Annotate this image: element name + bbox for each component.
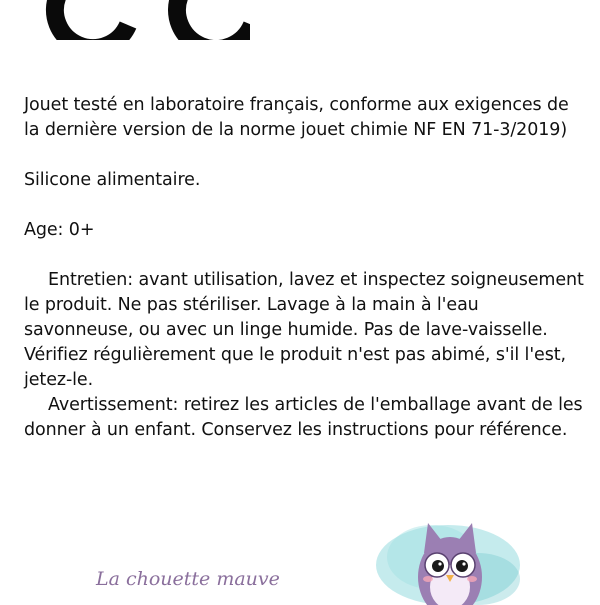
warning-statement: Avertissement: retirez les articles de l'emballage avant de les donner à un enfant. Conservez les instructions pour référence.: [24, 395, 583, 440]
age-statement: Age: 0+: [24, 220, 95, 240]
compliance-statement: Jouet testé en laboratoire français, conforme aux exigences de la dernière version de la norme jouet chimie NF EN 71-3/2019): [24, 95, 569, 140]
brand-name: La chouette mauve: [96, 568, 280, 590]
ce-mark-icon: [30, 0, 250, 40]
owl-logo-icon: [372, 505, 532, 605]
material-statement: Silicone alimentaire.: [24, 170, 201, 190]
care-instructions: Entretien: avant utilisation, lavez et inspectez soigneusement le produit. Ne pas stériliser. Lavage à la main à l'eau savonneuse, ou avec un linge humide. Pas de lave-vaisselle. Vérifiez régulièrement que le produit n'est pas abimé, s'il l'est, jetez-le.: [24, 270, 584, 390]
product-information: [24, 93, 584, 443]
